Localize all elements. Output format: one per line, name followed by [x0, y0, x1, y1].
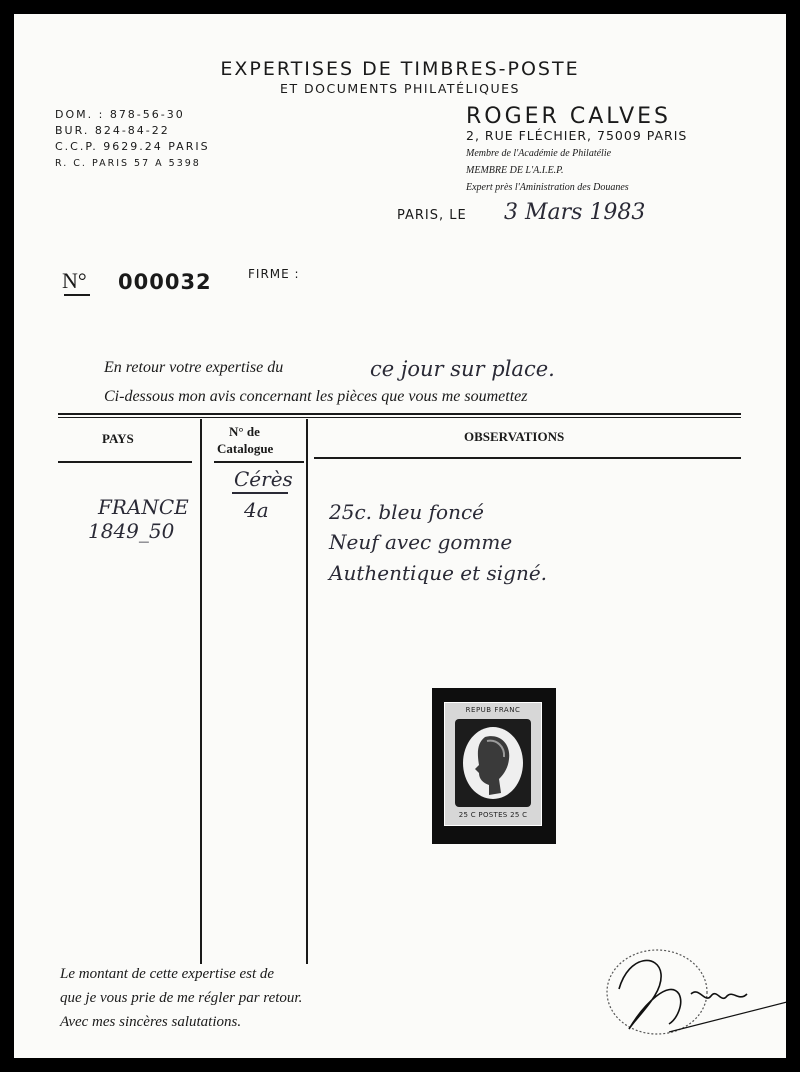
header-rule-pays	[58, 461, 192, 463]
number-label: N°	[62, 268, 87, 293]
intro-line-2: Ci-dessous mon avis concernant les pièces que vous me soumettez	[104, 388, 528, 405]
ceres-portrait-icon	[459, 723, 527, 803]
column-header-catalogue-2: Catalogue	[217, 441, 274, 456]
expert-name: ROGER CALVES	[466, 104, 671, 129]
stamp-bottom-text: 25 C POSTES 25 C	[458, 811, 528, 819]
contact-rc: R. C. PARIS 57 A 5398	[55, 158, 201, 169]
country-line-2: 1849_50	[88, 519, 175, 543]
stamp-photo	[432, 688, 556, 844]
signature-icon	[599, 934, 786, 1044]
observation-line-2: Neuf avec gomme	[329, 530, 513, 554]
certificate-page	[14, 14, 786, 1058]
document-title: EXPERTISES DE TIMBRES-POSTE	[220, 58, 580, 80]
stamp-top-text: REPUB FRANC	[465, 706, 521, 714]
catalogue-name: Cérès	[234, 467, 293, 491]
date-label: PARIS, LE	[397, 208, 467, 223]
footer-line-3: Avec mes sincères salutations.	[60, 1014, 242, 1030]
intro-line-1: En retour votre expertise du	[104, 359, 284, 376]
footer-line-2: que je vous prie de me régler par retour.	[60, 990, 303, 1006]
column-divider-1	[200, 419, 202, 964]
contact-ccp: C.C.P. 9629.24 PARIS	[55, 140, 210, 153]
document-subtitle: ET DOCUMENTS PHILATÉLIQUES	[280, 81, 520, 96]
firme-label: FIRME :	[248, 267, 300, 281]
expert-address: 2, RUE FLÉCHIER, 75009 PARIS	[466, 128, 688, 143]
country-line-1: FRANCE	[98, 495, 189, 519]
column-header-observations: OBSERVATIONS	[464, 429, 565, 444]
intro-handwritten: ce jour sur place.	[370, 357, 555, 381]
column-divider-2	[306, 419, 308, 964]
footer-line-1: Le montant de cette expertise est de	[60, 966, 275, 982]
certificate-number: 000032	[118, 270, 212, 294]
observation-line-3: Authentique et signé.	[329, 561, 548, 585]
table-top-rule	[58, 413, 741, 415]
column-header-pays: PAYS	[102, 431, 134, 446]
observation-line-1: 25c. bleu foncé	[329, 500, 484, 524]
contact-bur: BUR. 824-84-22	[55, 124, 170, 137]
expert-membership-1: Membre de l'Académie de Philatélie	[466, 148, 612, 159]
catalogue-number: 4a	[244, 498, 269, 522]
header-rule-observations	[314, 457, 741, 459]
catalogue-name-underline	[232, 492, 288, 494]
stamp-ceres-25c	[444, 702, 542, 826]
contact-dom: DOM. : 878-56-30	[55, 108, 185, 121]
date-handwritten: 3 Mars 1983	[504, 200, 646, 225]
header-rule-catalogue	[214, 461, 304, 463]
table-top-rule-thin	[58, 417, 741, 418]
expert-membership-2: MEMBRE DE L'A.I.E.P.	[466, 165, 564, 176]
expert-membership-3: Expert près l'Aministration des Douanes	[466, 182, 629, 193]
number-label-underline	[64, 294, 90, 296]
column-header-catalogue-1: N° de	[229, 424, 260, 439]
